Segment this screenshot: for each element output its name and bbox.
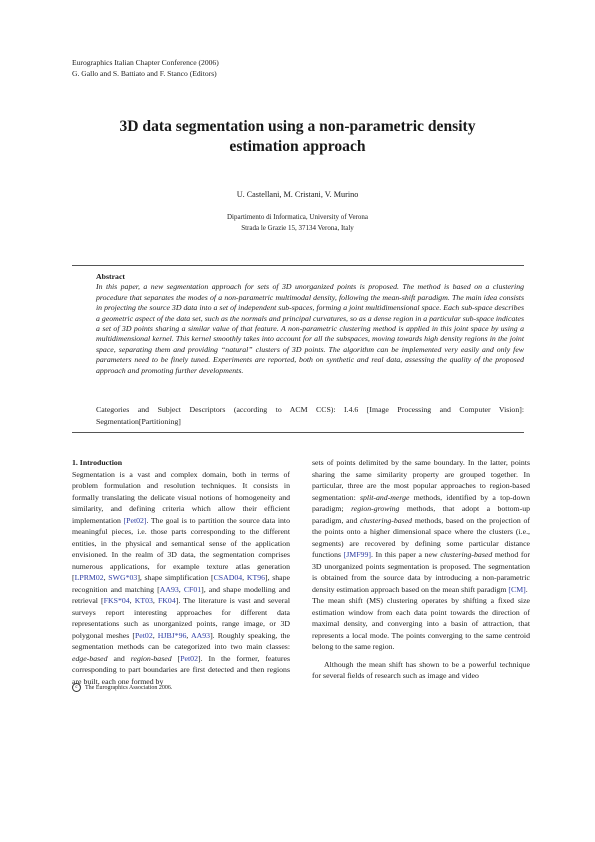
- top-divider: [72, 265, 524, 266]
- citation-link[interactable]: CF01: [183, 584, 202, 594]
- citation-link[interactable]: [Pet02]: [123, 515, 147, 525]
- mean-shift-paragraph-2: Although the mean shift has shown to be a powerful technique for several fields of research such as image and video: [312, 659, 530, 680]
- citation-link[interactable]: Pet02: [134, 630, 153, 640]
- header-conference: Eurographics Italian Chapter Conference (2006): [72, 58, 219, 67]
- left-column: [72, 457, 290, 687]
- mean-shift-paragraph: The mean shift (MS) clustering operates by shifting a fixed size estimation window from each data point towards the direction of maximal density, and converging into a basin of attraction, that represents a local mode. The points converging to the same centroid belong to the same region.: [312, 596, 530, 651]
- title-line-2: estimation approach: [229, 138, 366, 155]
- citation-link[interactable]: CSAD04: [213, 573, 243, 582]
- citation-link[interactable]: SWG*03: [108, 573, 138, 582]
- affiliation-line-1: Dipartimento di Informatica, University of Verona: [227, 213, 368, 221]
- citation-link[interactable]: KT96: [246, 573, 266, 582]
- copyright-icon: c: [72, 683, 81, 692]
- right-column: [312, 457, 530, 682]
- affiliation-line-2: Strada le Grazie 15, 37134 Verona, Italy: [241, 223, 354, 232]
- abstract-heading: Abstract: [96, 272, 126, 281]
- citation-link[interactable]: [JMF99]: [343, 550, 371, 559]
- abstract-body: In this paper, a new segmentation approach for sets of 3D unorganized points is proposed. The method is based on a clustering procedure that separates the modes of a non-parametric multimodal density, following the mean-shift paradigm. The main idea consists in projecting the source 3D data into a set of independent sub-spaces, forming a joint multidimensional space. Each sub-space describes a geometric aspect of the data set, such as the normals and principal curvatures, so as a dense region in a particular sub-space indicates a set of 3D points sharing a similar value of that feature. A non-parametric clustering method is applied in this joint space by using a multidimensional kernel. This kernel smoothly takes into account for all the subspaces, moving towards high density regions in the joint space, separating them and providing “natural” clusters of 3D points. The algorithm can be implemented very easily and only few parameters need to be finely tuned. Experiments are reported, both on synthetic and real data, assessing the quality of the proposed approach and promoting further developments.: [96, 282, 524, 375]
- abstract: [96, 272, 524, 376]
- citation-link[interactable]: HJBJ*96: [157, 630, 187, 640]
- categories: Categories and Subject Descriptors (according to ACM CCS): I.4.6 [Image Processing and Computer Vision]: Segmentation[Partitioning]: [96, 405, 524, 426]
- paper-title: [60, 117, 535, 157]
- running-header: [72, 57, 219, 79]
- citation-link[interactable]: LPRM02: [74, 573, 104, 582]
- citation-link[interactable]: [CM]: [508, 584, 526, 594]
- affiliation: [60, 212, 535, 233]
- footer-text: The Eurographics Association 2006.: [85, 684, 173, 691]
- authors: U. Castellani, M. Cristani, V. Murino: [236, 190, 359, 199]
- footer: [72, 683, 172, 692]
- citation-link[interactable]: KT03: [134, 596, 153, 605]
- citation-link[interactable]: AA93: [191, 630, 211, 640]
- section-heading: 1. Introduction: [72, 458, 123, 467]
- citation-link[interactable]: FKS*04: [103, 596, 130, 605]
- header-editors: G. Gallo and S. Battiato and F. Stanco (Editors): [72, 69, 217, 78]
- intro-paragraph-cont: sets of points delimited by the same boundary. In the latter, points sharing the same similarity property are grouped together. In particular, three are the most popular approaches to region-based segmentation: split-and-merge methods, identified by a top-down paradigm; region-growing methods, that adopt a bottom-up paradigm, and clustering-based methods, based on the projection of the points onto a higher dimensional space where the clusters (i.e., segments) are recovered by defining some particular distance functions [JMF99]. In this paper a new clustering-based method for 3D unorganized points segmentation is proposed. The segmentation is obtained from the source data by introducing a non-parametric density estimation approach based on the mean shift paradigm [CM].: [312, 458, 531, 594]
- bottom-divider: [72, 432, 524, 433]
- citation-link[interactable]: AA93: [159, 584, 179, 594]
- title-line-1: 3D data segmentation using a non-parametric density: [119, 118, 476, 135]
- citation-link[interactable]: Pet02: [180, 653, 198, 663]
- intro-paragraph: Segmentation is a vast and complex domain, both in terms of problem formulation and resolution techniques. It consists in formally translating the delicate visual notions of homogeneity and similarity, and defining criteria which allow their efficient implementation [Pet02]. The goal is to partition the source data into meaningful pieces, i.e. those parts corresponding to the different entities, in the physical and semantical sense of the application envisioned. In the realm of 3D data, the segmentation comprises numerous applications, for example texture atlas generation [LPRM02, SWG*03], shape simplification [CSAD04, KT96], shape recognition and matching [AA93, CF01], and shape modelling and retrieval [FKS*04, KT03, FK04]. The literature is vast and several surveys report interesting approaches for different data representations such as unorganized points, range image, or 3D polygonal meshes [Pet02, HJBJ*96, AA93]. Roughly speaking, the segmentation methods can be categorized into two main classes: edge-based and region-based [Pet02]. In the former, features corresponding to part boundaries are first detected and then regions are built, each one formed by: [72, 469, 291, 686]
- citation-link[interactable]: FK04: [157, 596, 176, 605]
